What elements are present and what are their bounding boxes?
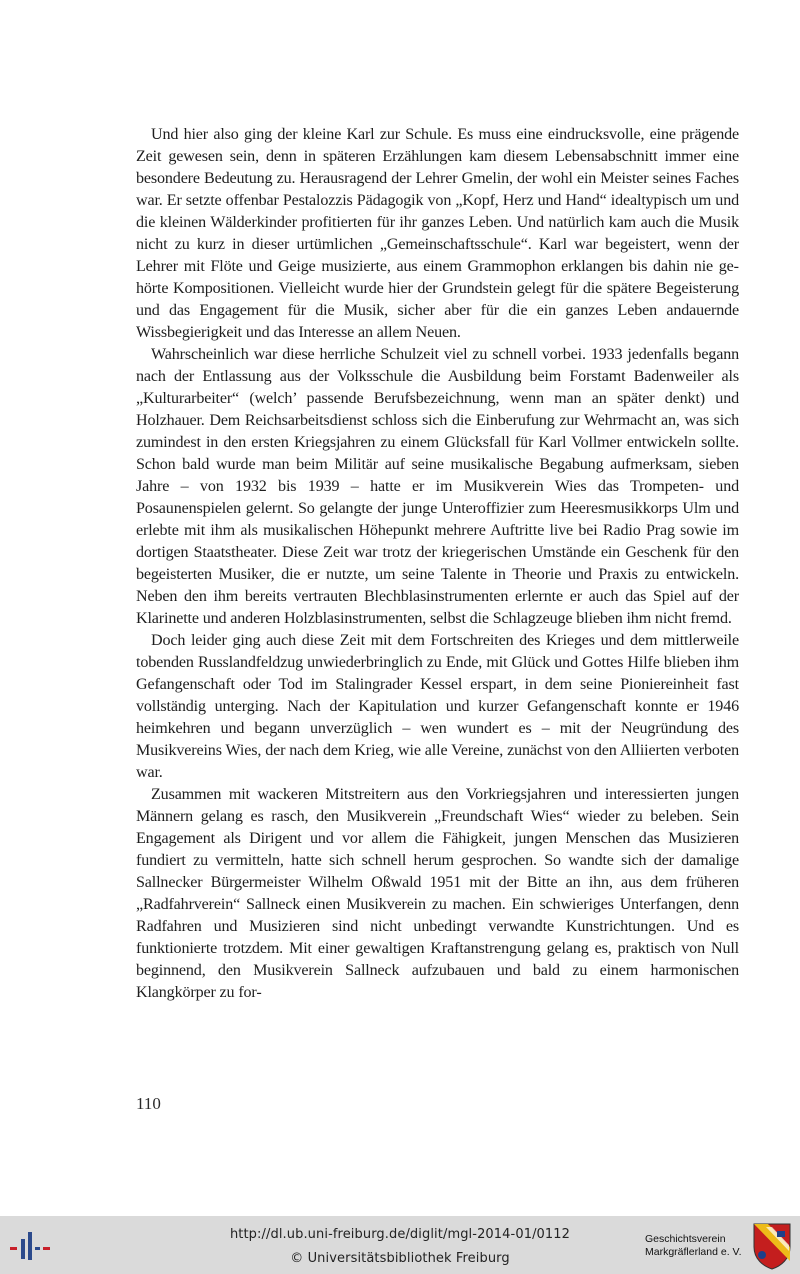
paragraph-1: Und hier also ging der kleine Karl zur Schule. Es muss eine eindrucksvolle, eine prägende Zeit gewesen sein, denn in späteren Erzählungen kam diesem Lebensabschnitt immer eine besondere Bedeutung zu. Herausragend der Lehrer Gmelin, der wohl ein Meister seines Faches war. Er setzte offenbar Pestalozzis Pädagogik von „Kopf, Herz und Hand“ idealtypisch um und die kleinen Wälderkinder profitierten für ihr ganzes Leben. Und natürlich kam auch die Musik nicht zu kurz in dieser urtümlichen „Gemeinschaftsschule“. Karl war begeistert, wenn der Lehrer mit Flöte und Geige musizierte, aus einem Grammophon erklangen bis dahin nie gehörte Kompositionen. Vielleicht wurde hier der Grundstein gelegt für die spätere Begeisterung und das Engagement für die Musik, sicher aber für die ein ganzes Leben andauernde Wissbegierigkeit und das Interesse an allem Neuen. (136, 126, 739, 341)
footer-bar (0, 1216, 800, 1274)
society-name-line1: Geschichtsverein (645, 1233, 726, 1245)
paragraph-3: Doch leider ging auch diese Zeit mit dem Fortschreiten des Krieges und dem mittlerweile tobenden Russlandfeldzug unwiederbringlich zu Ende, mit Glück und Gottes Hilfe blieben ihm Gefangenschaft oder Tod im Stalingrader Kessel erspart, in dem seine Pioniereinheit fast vollständig unterging. Nach der Kapitulation und kurzer Gefangenschaft konnte er 1946 heimkehren und begann unverzüglich – wen wundert es – mit der Neugründung des Musikvereins Wies, der nach dem Krieg, wie alle Vereine, zunächst von den Alliierten verboten war. (136, 632, 739, 781)
paragraph-4: Zusammen mit wackeren Mitstreitern aus den Vorkriegsjahren und interessierten jungen Männern gelang es rasch, den Musikverein „Freundschaft Wies“ wieder zu beleben. Sein Engagement als Dirigent und vor allem die Fähigkeit, jungen Menschen das Musizieren fundiert zu vermitteln, hatte sich schnell herum gesprochen. So wandte sich der damalige Sallnecker Bürgermeister Wilhelm Oßwald 1951 mit der Bitte an ihn, aus dem früheren „Radfahrverein“ Sallneck einen Musikverein zu machen. Ein schwieriges Unterfangen, denn Radfahren und Musizieren sind nicht unbedingt verwandte Kunstrichtungen. Und es funktionierte trotzdem. Mit einer gewaltigen Kraftanstrengung gelang es, praktisch von Null beginnend, den Musikverein Sallneck aufzubauen und bald zu einem harmonischen Klangkörper zu for- (136, 786, 739, 1001)
society-name (645, 1233, 742, 1259)
page-body (136, 124, 739, 1004)
paragraph-2: Wahrscheinlich war diese herrliche Schulzeit viel zu schnell vorbei. 1933 jedenfalls begann nach der Entlassung aus der Volksschule die Ausbildung beim Forstamt Badenweiler als „Kulturarbeiter“ (welch’ passende Berufsbezeichnung, wenn man an später denkt) und Holzhauer. Dem Reichsarbeitsdienst schloss sich die Einberufung zur Wehrmacht an, was sich zumindest in den ersten Kriegsjahren zu einem Glücksfall für Karl Vollmer entwickeln sollte. Schon bald wurde man beim Militär auf seine musikalische Begabung aufmerksam, sieben Jahre – von 1932 bis 1939 – hatte er im Musikverein Wies das Trompeten- und Posaunenspielen gelernt. So gelangte der junge Unteroffizier zum Heeresmusikkorps Ulm und erlebte mit ihm als musikalischen Höhepunkt mehrere Auftritte live bei Radio Prag sowie im dortigen Staatstheater. Diese Zeit war trotz der kriegerischen Umstände ein Geschenk für den begeisterten Musiker, die er nutzte, um seine Talente in Theorie und Praxis zu entwickeln. Neben den ihm bereits vertrauten Blechblasinstrumenten erlernte er auch das Spiel auf der Klarinette und anderen Holzblasinstrumenten, selbst die Schlagzeuge blieben ihm nicht fremd. (136, 346, 739, 627)
page-number: 110 (136, 1094, 161, 1113)
copyright-text: © Universitätsbibliothek Freiburg (290, 1251, 510, 1266)
university-library-logo-icon (8, 1228, 52, 1264)
document-url-link[interactable]: http://dl.ub.uni-freiburg.de/diglit/mgl-2014-01/0112 (229, 1227, 571, 1242)
coat-of-arms-icon (752, 1221, 792, 1271)
society-name-line2: Markgräflerland e. V. (645, 1246, 742, 1258)
